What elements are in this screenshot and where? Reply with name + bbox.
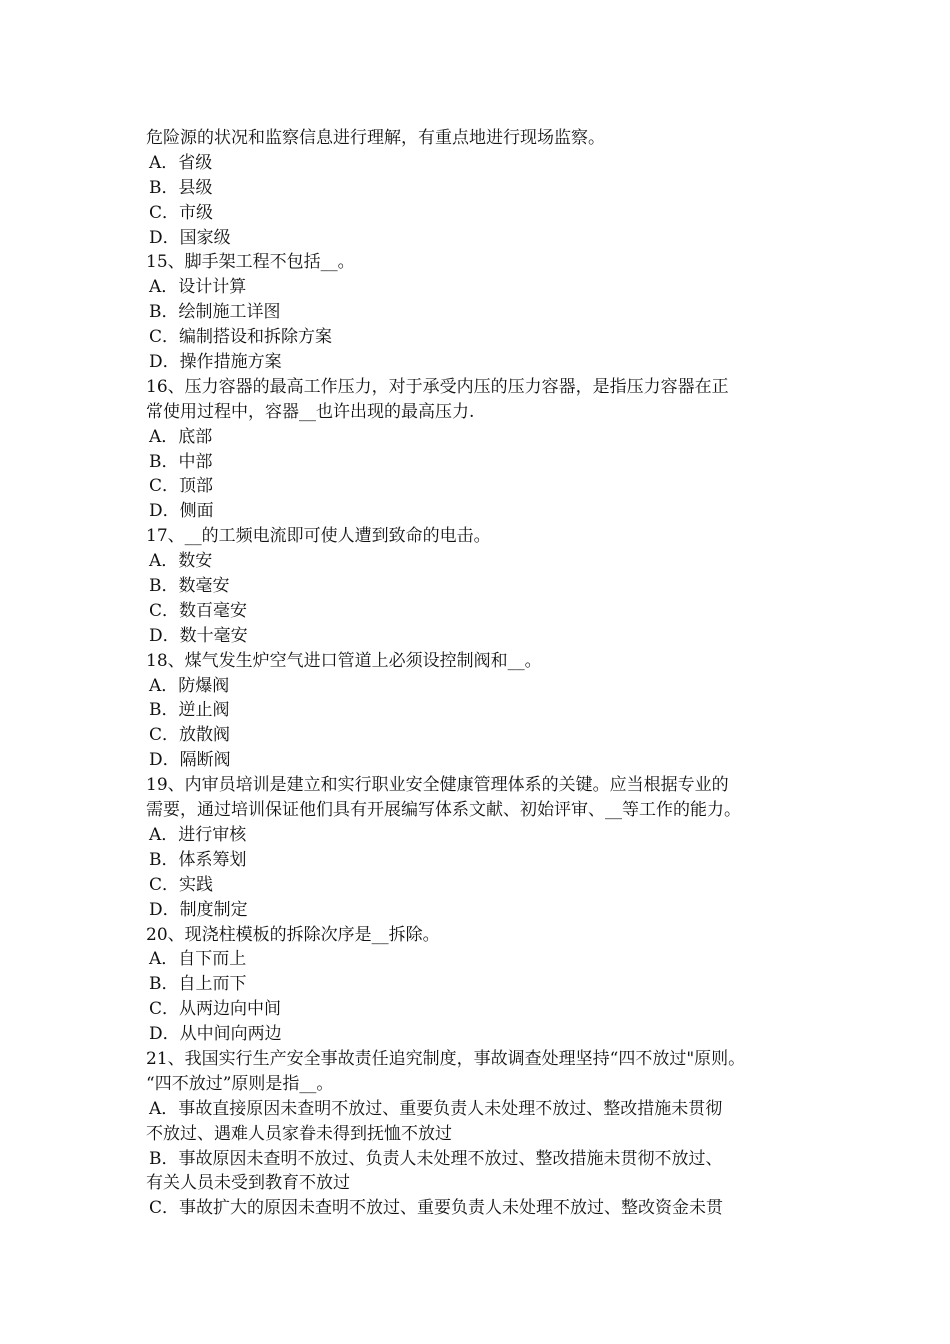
question-text: 19、内审员培训是建立和实行职业安全健康管理体系的关键。应当根据专业的 <box>146 775 729 796</box>
answer-option: C．实践 <box>149 874 214 895</box>
answer-option: D．制度制定 <box>149 899 248 920</box>
answer-option: A．设计计算 <box>149 277 247 298</box>
question-text: 20、现浇柱模板的拆除次序是__拆除。 <box>146 924 440 945</box>
answer-option: C．从两边向中间 <box>149 999 282 1020</box>
answer-option: B．县级 <box>149 177 213 198</box>
answer-option: A．防爆阀 <box>149 675 230 696</box>
answer-option: D．从中间向两边 <box>149 1024 282 1045</box>
question-text: 17、__的工频电流即可使人遭到致命的电击。 <box>146 526 491 547</box>
answer-option: A．数安 <box>149 551 213 572</box>
answer-option: C．顶部 <box>149 476 214 497</box>
answer-option: B．事故原因未查明不放过、负责人未处理不放过、整改措施未贯彻不放过、 <box>149 1148 723 1169</box>
answer-option: B．中部 <box>149 451 213 472</box>
text-line: 不放过、遇难人员家眷未得到抚恤不放过 <box>146 1123 452 1144</box>
answer-option: B．逆止阀 <box>149 700 230 721</box>
answer-option: A．事故直接原因未查明不放过、重要负责人未处理不放过、整改措施未贯彻 <box>149 1098 723 1119</box>
answer-option: A．省级 <box>149 152 213 173</box>
text-line: 危险源的状况和监察信息进行理解，有重点地进行现场监察。 <box>146 128 605 148</box>
answer-option: C．放散阀 <box>149 725 231 746</box>
text-line: 需要，通过培训保证他们具有开展编写体系文献、初始评审、__等工作的能力。 <box>146 800 741 821</box>
text-line: 有关人员未受到教育不放过 <box>146 1173 350 1194</box>
question-text: 16、压力容器的最高工作压力，对于承受内压的压力容器，是指压力容器在正 <box>146 376 729 397</box>
answer-option: C．编制搭设和拆除方案 <box>149 327 333 348</box>
answer-option: D．侧面 <box>149 501 214 522</box>
answer-option: B．数毫安 <box>149 576 230 597</box>
question-text: 21、我国实行生产安全事故责任追究制度，事故调查处理坚持“四不放过"原则。 <box>146 1048 746 1069</box>
answer-option: D．国家级 <box>149 227 231 248</box>
answer-option: A．底部 <box>149 426 213 447</box>
answer-option: C．市级 <box>149 202 214 223</box>
answer-option: D．隔断阀 <box>149 750 231 771</box>
answer-option: C．数百毫安 <box>149 600 248 621</box>
answer-option: B．体系筹划 <box>149 849 247 870</box>
answer-option: A．自下而上 <box>149 949 247 970</box>
answer-option: D．数十毫安 <box>149 625 248 646</box>
answer-option: D．操作措施方案 <box>149 352 282 373</box>
text-line: 常使用过程中，容器__也许出现的最高压力. <box>146 401 475 422</box>
answer-option: B．绘制施工详图 <box>149 302 281 323</box>
answer-option: C．事故扩大的原因未查明不放过、重要负责人未处理不放过、整改资金未贯 <box>149 1198 724 1219</box>
text-line: “四不放过”原则是指__。 <box>146 1073 334 1094</box>
answer-option: B．自上而下 <box>149 974 247 995</box>
question-text: 15、脚手架工程不包括__。 <box>146 252 355 273</box>
answer-option: A．进行审核 <box>149 824 247 845</box>
document-page <box>146 126 846 1221</box>
question-text: 18、煤气发生炉空气进口管道上必须设控制阀和__。 <box>146 650 542 671</box>
